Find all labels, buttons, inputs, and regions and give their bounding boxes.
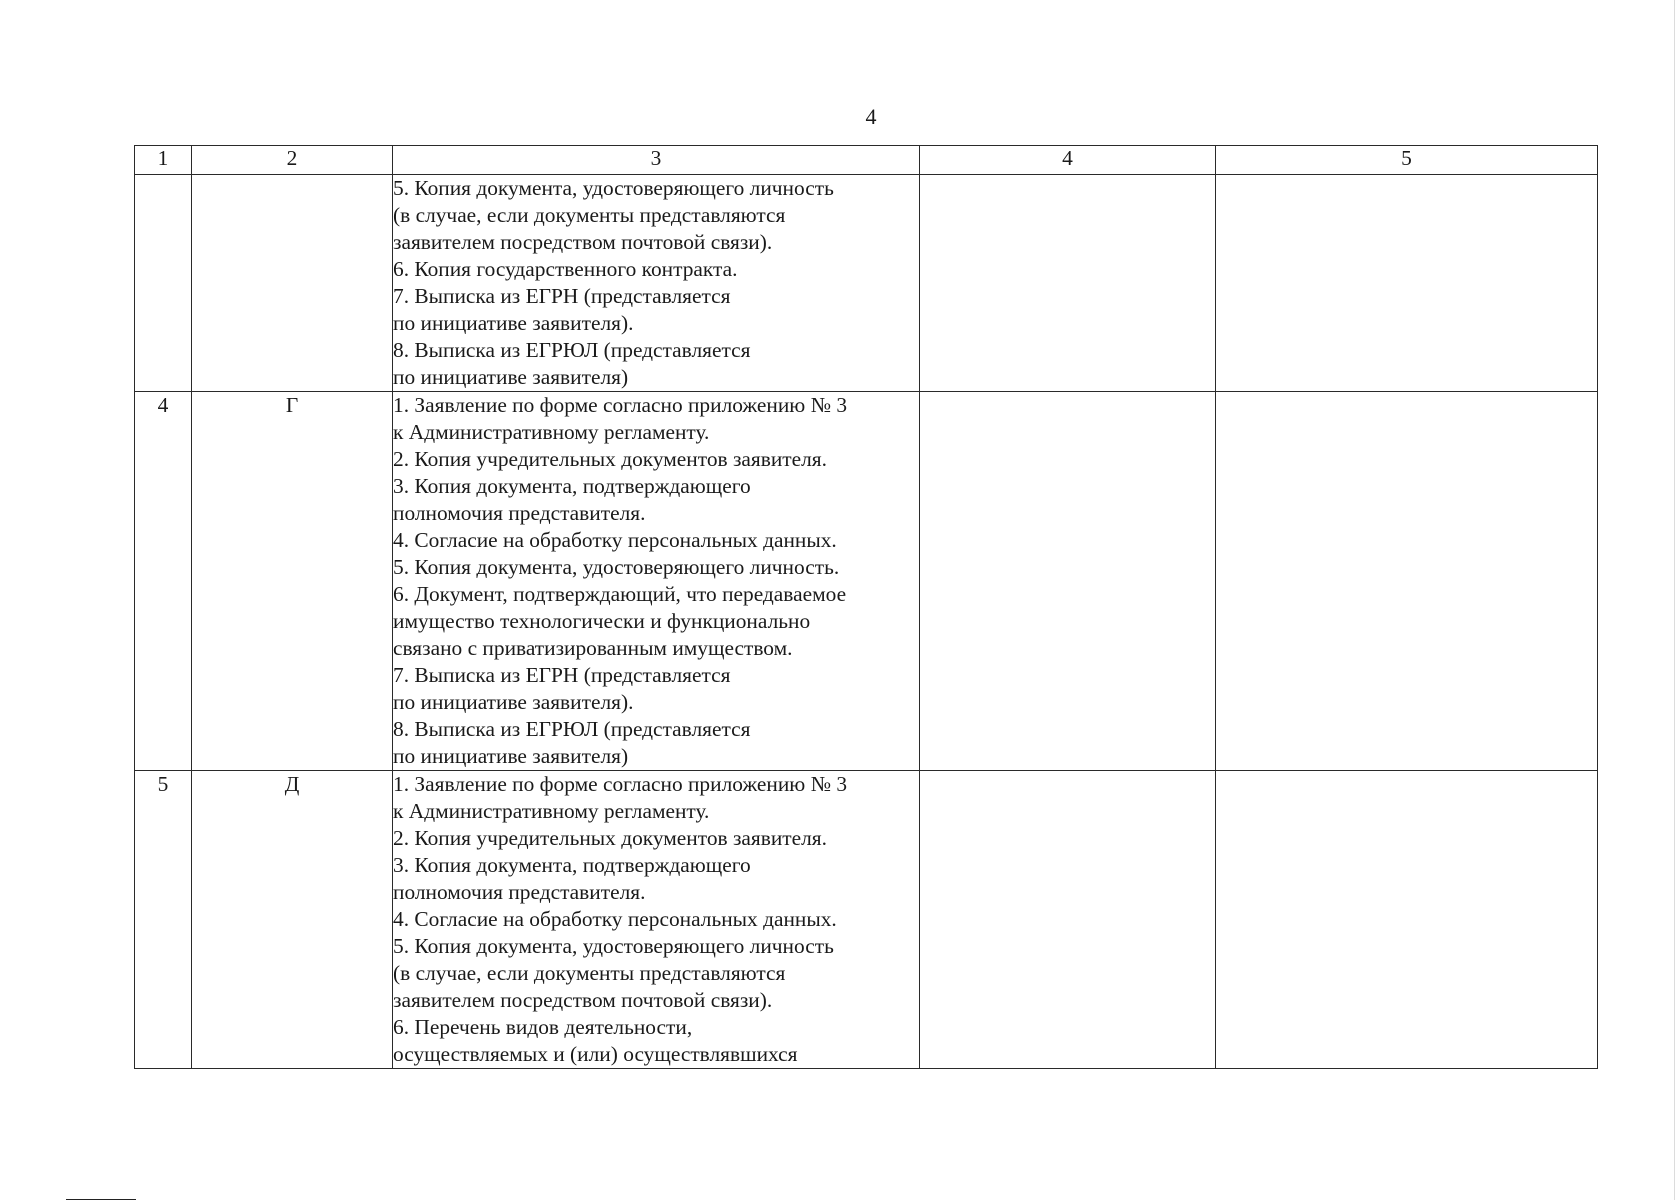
document-list-line: 3. Копия документа, подтверждающего <box>393 853 751 877</box>
document-list-line: 2. Копия учредительных документов заявителя. <box>393 826 827 850</box>
document-list-line: заявителем посредством почтовой связи). <box>393 988 773 1012</box>
empty-cell-col5 <box>1216 392 1598 771</box>
header-cell-1: 1 <box>135 146 192 175</box>
document-list-line: по инициативе заявителя) <box>393 744 629 768</box>
document-list-line: полномочия представителя. <box>393 501 646 525</box>
document-table <box>134 145 1598 1069</box>
table-row <box>135 392 1598 771</box>
document-list-line: по инициативе заявителя) <box>393 365 629 389</box>
page-number: 4 <box>865 104 877 129</box>
row-category-cell: Г <box>192 392 393 771</box>
document-list-line: 1. Заявление по форме согласно приложению № 3 <box>393 393 848 417</box>
empty-cell-col5 <box>1216 771 1598 1069</box>
row-number-cell: 4 <box>135 392 192 771</box>
document-list-line: 6. Копия государственного контракта. <box>393 257 738 281</box>
document-list-cell <box>393 392 920 771</box>
document-list-line: 5. Копия документа, удостоверяющего личность <box>393 176 834 200</box>
table-row <box>135 771 1598 1069</box>
row-number-cell <box>135 175 192 392</box>
document-list-line: 8. Выписка из ЕГРЮЛ (представляется <box>393 338 751 362</box>
document-list-line: имущество технологически и функционально <box>393 609 811 633</box>
document-list-line: по инициативе заявителя). <box>393 690 634 714</box>
document-list-line: 4. Согласие на обработку персональных данных. <box>393 907 837 931</box>
document-list-line: полномочия представителя. <box>393 880 646 904</box>
header-cell-2: 2 <box>192 146 393 175</box>
document-list-line: 3. Копия документа, подтверждающего <box>393 474 751 498</box>
document-list-line: к Административному регламенту. <box>393 799 710 823</box>
document-list-line: к Административному регламенту. <box>393 420 710 444</box>
document-list-line: 4. Согласие на обработку персональных данных. <box>393 528 837 552</box>
document-list-line: 7. Выписка из ЕГРН (представляется <box>393 663 731 687</box>
document-list-line: осуществляемых и (или) осуществлявшихся <box>393 1042 798 1066</box>
document-list-line: 2. Копия учредительных документов заявителя. <box>393 447 827 471</box>
empty-cell-col4 <box>920 392 1216 771</box>
document-list-line: по инициативе заявителя). <box>393 311 634 335</box>
row-number-cell: 5 <box>135 771 192 1069</box>
document-list-line: 8. Выписка из ЕГРЮЛ (представляется <box>393 717 751 741</box>
document-list-line: (в случае, если документы представляются <box>393 203 786 227</box>
document-list-cell <box>393 175 920 392</box>
document-list-line: (в случае, если документы представляются <box>393 961 786 985</box>
document-list-line: заявителем посредством почтовой связи). <box>393 230 773 254</box>
header-cell-5: 5 <box>1216 146 1598 175</box>
document-list-line: 6. Документ, подтверждающий, что передаваемое <box>393 582 847 606</box>
row-category-cell: Д <box>192 771 393 1069</box>
document-list-cell <box>393 771 920 1069</box>
header-cell-3: 3 <box>393 146 920 175</box>
scan-edge-line <box>1674 0 1675 1200</box>
table-row <box>135 175 1598 392</box>
document-list-line: 5. Копия документа, удостоверяющего личность. <box>393 555 840 579</box>
document-list-line: 7. Выписка из ЕГРН (представляется <box>393 284 731 308</box>
empty-cell-col4 <box>920 771 1216 1069</box>
document-list-line: связано с приватизированным имуществом. <box>393 636 793 660</box>
empty-cell-col5 <box>1216 175 1598 392</box>
table-header-row <box>135 146 1598 175</box>
document-list-line: 1. Заявление по форме согласно приложению № 3 <box>393 772 848 796</box>
row-category-cell <box>192 175 393 392</box>
document-list-line: 5. Копия документа, удостоверяющего личность <box>393 934 834 958</box>
document-list-line: 6. Перечень видов деятельности, <box>393 1015 693 1039</box>
header-cell-4: 4 <box>920 146 1216 175</box>
empty-cell-col4 <box>920 175 1216 392</box>
